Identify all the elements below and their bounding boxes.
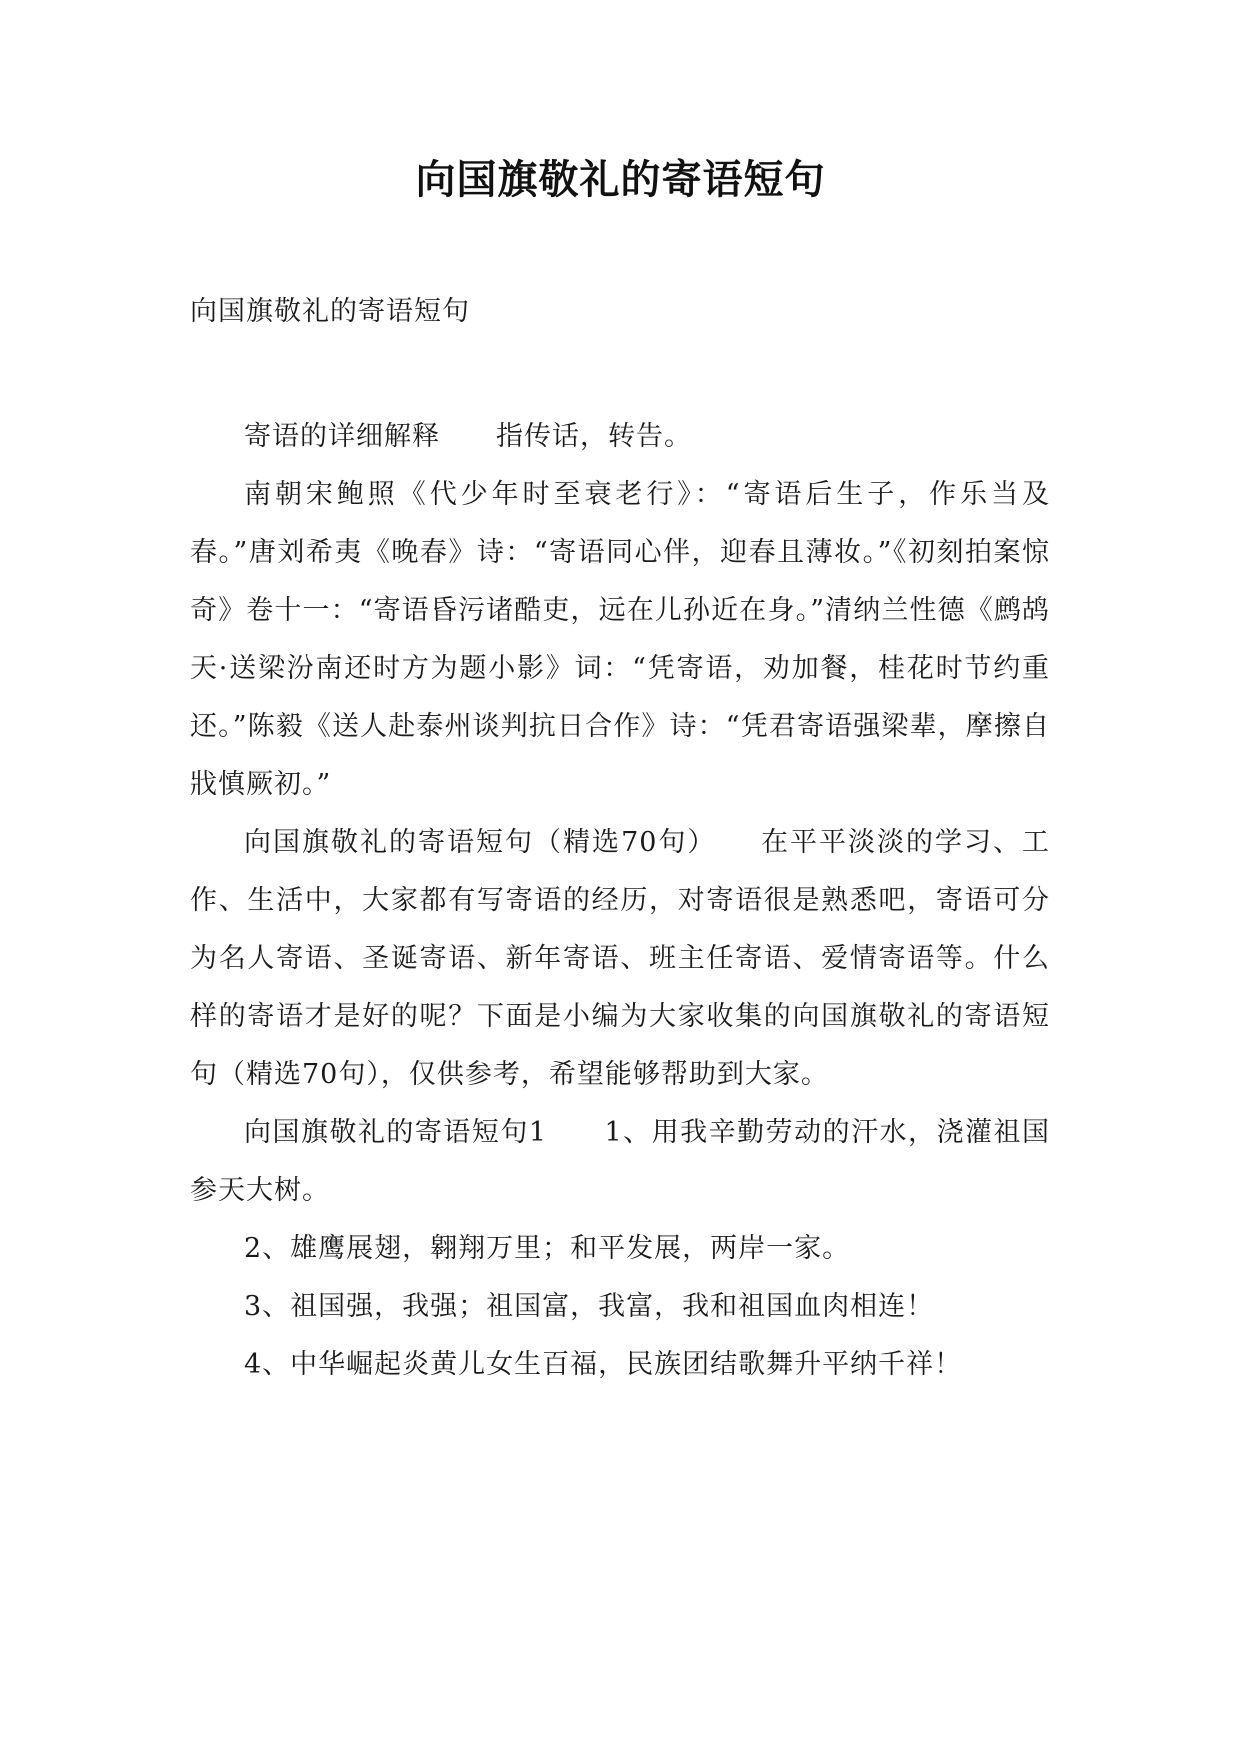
paragraph-item-3: 3、祖国强，我强；祖国富，我富，我和祖国血肉相连！ [244,1291,935,1322]
document-subtitle: 向国旗敬礼的寄语短句 [190,296,470,327]
paragraph-intro: 向国旗敬礼的寄语短句（精选70句） 在平平淡淡的学习、工作、生活中，大家都有写寄语的经历，对寄语很是熟悉吧，寄语可分为名人寄语、圣诞寄语、新年寄语、班主任寄语、爱情寄语等。什么样的寄语才是好的呢？下面是小编为大家收集的向国旗敬礼的寄语短句（精选70句），仅供参考，希望能够帮助到大家。 [190,827,1050,1090]
document-title: 向国旗敬礼的寄语短句 [415,156,826,203]
paragraph-item-4: 4、中华崛起炎黄儿女生百福，民族团结歌舞升平纳千祥！ [244,1349,963,1380]
document-body [190,408,1050,1394]
paragraph-item-1: 向国旗敬礼的寄语短句1 1、用我辛勤劳动的汗水，浇灌祖国参天大树。 [190,1117,1050,1206]
paragraph-citations: 南朝宋鲍照《代少年时至衰老行》：“寄语后生子，作乐当及春。”唐刘希夷《晚春》诗：“寄语同心伴，迎春且薄妆。”《初刻拍案惊奇》卷十一：“寄语昏污诸酷吏，远在儿孙近在身。”清纳兰性德《鹧鸪天·送梁汾南还时方为题小影》词：“凭寄语，劝加餐，桂花时节约重还。”陈毅《送人赴泰州谈判抗日合作》诗：“凭君寄语强梁辈，摩擦自戕慎厥初。” [190,479,1050,800]
paragraph-definition: 寄语的详细解释 指传话，转告。 [244,421,692,452]
paragraph-item-2: 2、雄鹰展翅，翱翔万里；和平发展，两岸一家。 [244,1233,851,1264]
